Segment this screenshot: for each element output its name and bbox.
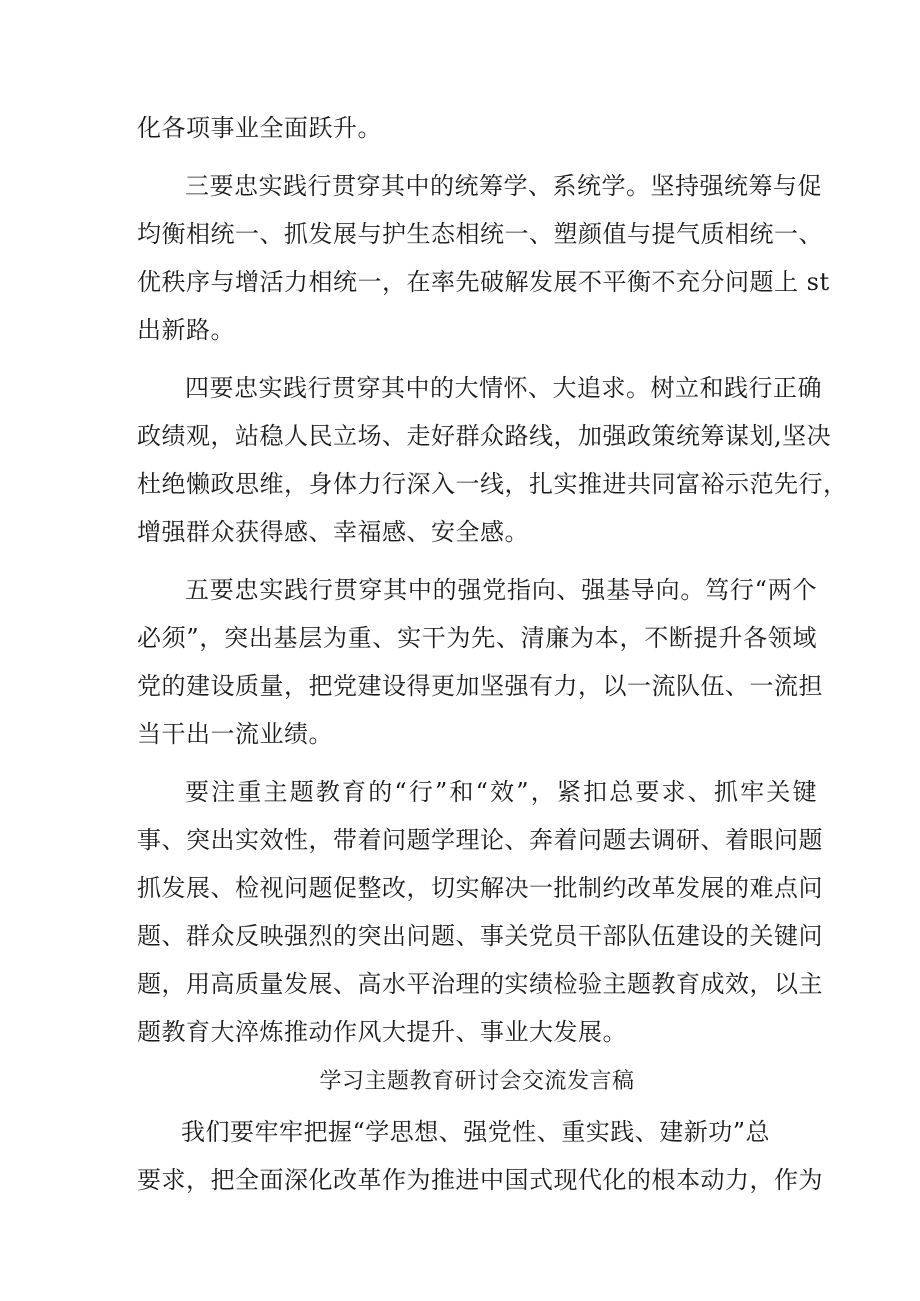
text-line: 要求，把全面深化改革作为推进中国式现代化的根本动力，作为 xyxy=(137,1166,823,1194)
text-line: 优秩序与增活力相统一，在率先破解发展不平衡不充分问题上 st xyxy=(137,268,830,296)
text-line: 抓发展、检视问题促整改，切实解决一批制约改革发展的难点问 xyxy=(137,874,823,902)
text-line: 党的建设质量，把党建设得更加坚强有力，以一流队伍、一流担 xyxy=(137,672,823,700)
text-line: 化各项事业全面跃升。 xyxy=(137,114,382,142)
paragraph-start-line: 三要忠实践行贯穿其中的统筹学、系统学。坚持强统筹与促 xyxy=(185,172,822,200)
text-line: 出新路。 xyxy=(137,316,235,344)
text-line: 必须”，突出基层为重、实干为先、清廉为本，不断提升各领域 xyxy=(137,624,817,652)
text-line: 杜绝懒政思维，身体力行深入一线，扎实推进共同富裕示范先行， xyxy=(137,470,848,498)
paragraph-start-line: 我们要牢牢把握“学思想、强党性、重实践、建新功”总 xyxy=(181,1118,771,1146)
text-line: 均衡相统一、抓发展与护生态相统一、塑颜值与提气质相统一、 xyxy=(137,220,823,248)
text-line: 题教育大淬炼推动作风大提升、事业大发展。 xyxy=(137,1018,627,1046)
text-line: 事、突出实效性，带着问题学理论、奔着问题去调研、着眼问题 xyxy=(137,826,823,854)
paragraph-start-line: 五要忠实践行贯穿其中的强党指向、强基导向。笃行“两个 xyxy=(185,576,817,604)
text-line: 政绩观，站稳人民立场、走好群众路线，加强政策统筹谋划,坚决 xyxy=(137,422,832,450)
section-heading: 学习主题教育研讨会交流发言稿 xyxy=(319,1069,635,1094)
paragraph-start-line: 要注重主题教育的“行”和“效”，紧扣总要求、抓牢关键 xyxy=(185,778,817,806)
text-line: 题、群众反映强烈的突出问题、事关党员干部队伍建设的关键问 xyxy=(137,922,823,950)
text-line: 题，用高质量发展、高水平治理的实绩检验主题教育成效，以主 xyxy=(137,970,823,998)
text-line: 当干出一流业绩。 xyxy=(137,720,333,748)
paragraph-start-line: 四要忠实践行贯穿其中的大情怀、大追求。树立和践行正确 xyxy=(185,374,822,402)
text-line: 增强群众获得感、幸福感、安全感。 xyxy=(137,518,529,546)
